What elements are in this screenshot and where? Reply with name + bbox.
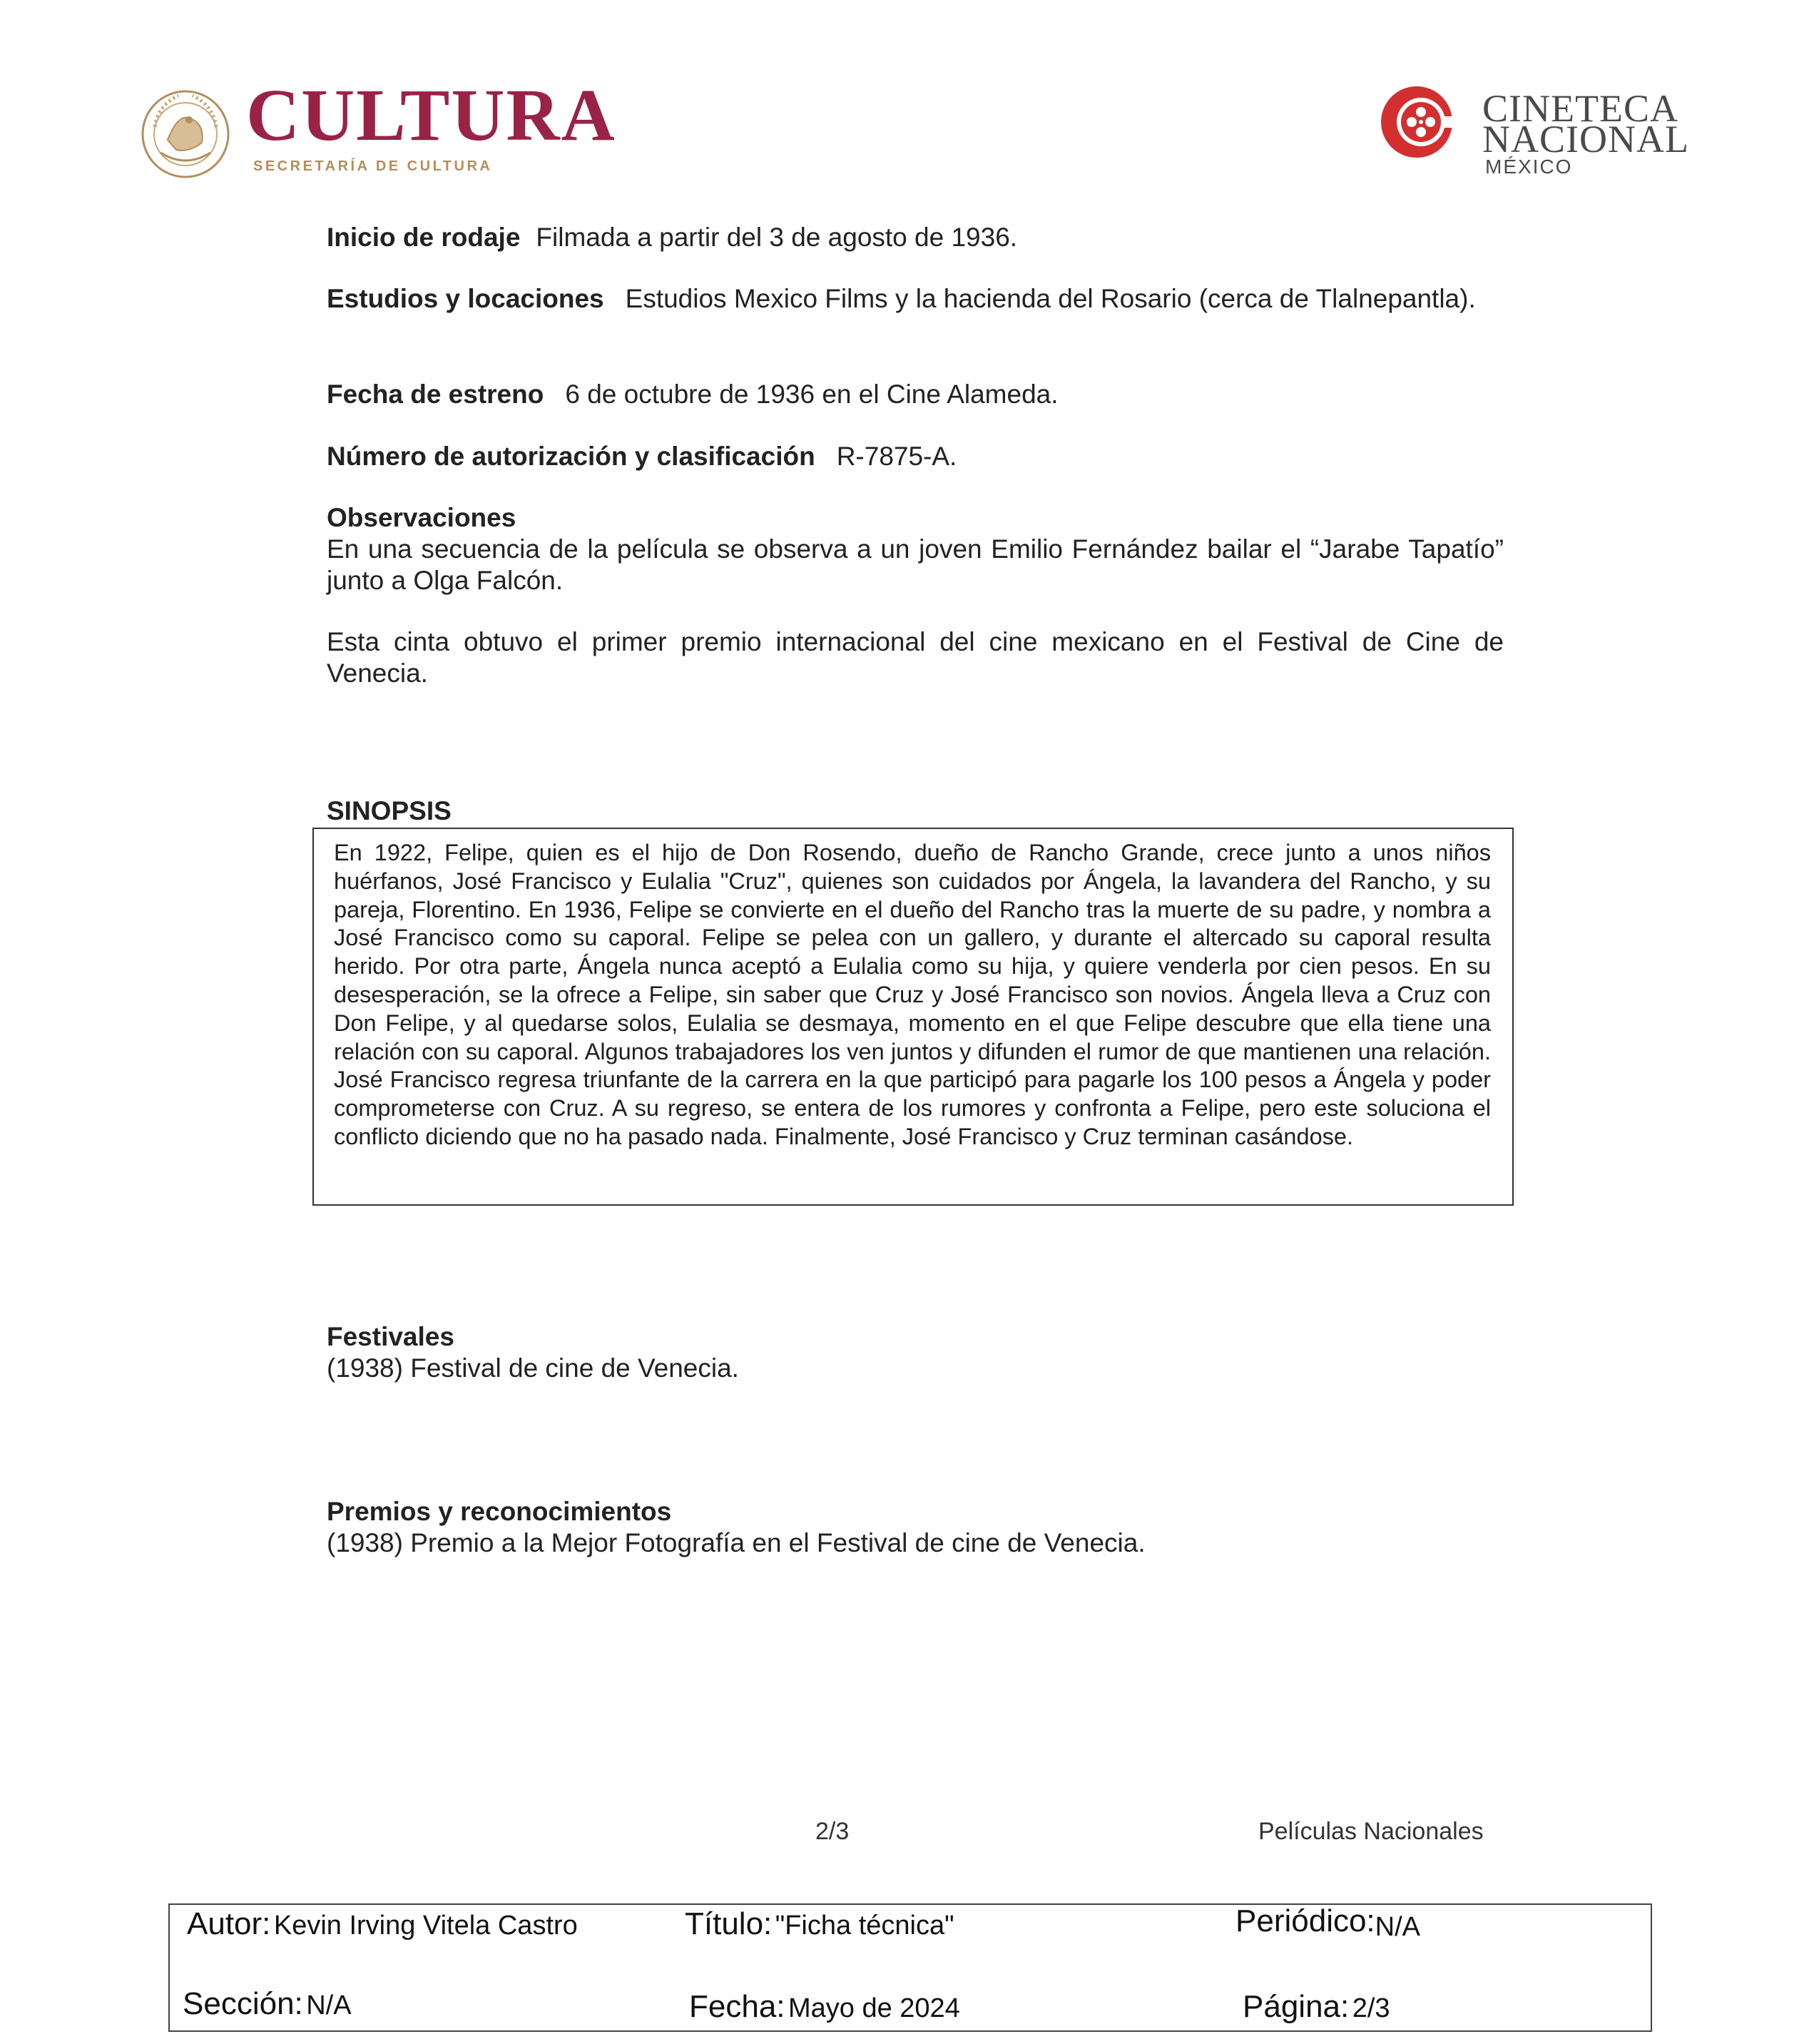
sinopsis-box — [312, 828, 1514, 1206]
credit-seccion — [183, 1986, 352, 2022]
credit-value: "Ficha técnica" — [775, 1911, 954, 1941]
credit-label: Título: — [685, 1906, 773, 1941]
field-autorizacion — [327, 441, 1504, 472]
sinopsis-text: En 1922, Felipe, quien es el hijo de Don Rosendo, dueño de Rancho Grande, crece junto a unos niños huérfanos, José Francisco y Eulalia "Cruz", quienes son cuidados por Ángela, la lavandera del Rancho, y su pareja, Florentino. En 1936, Felipe se convierte en el dueño del Rancho tras la muerte de su padre, y nombra a José Francisco como su caporal. Felipe se pelea con un gallero, y durante el altercado su caporal resulta herido. Por otra parte, Ángela nunca aceptó a Eulalia como su hija, y quiere venderla por cien pesos. En su desesperación, se la ofrece a Felipe, sin saber que Cruz y José Francisco son novios. Ángela lleva a Cruz con Don Felipe, y al quedarse solos, Eulalia se desmaya, momento en el que Felipe descubre que ella tiene una relación con su caporal. Algunos trabajadores los ven juntos y difunden el rumor de que mantienen una relación. José Francisco regresa triunfante de la carrera en la que participó para pagarle los 100 pesos a Ángela y poder comprometerse con Cruz. A su regreso, se entera de los rumores y confronta a Felipe, pero este soluciona el conflicto diciendo que no ha pasado nada. Finalmente, José Francisco y Cruz terminan casándose. — [334, 840, 1491, 1149]
field-label: Fecha de estreno — [327, 380, 544, 409]
credit-titulo — [685, 1906, 954, 1942]
field-label: Inicio de rodaje — [327, 223, 521, 252]
credit-label: Fecha: — [689, 1989, 785, 2024]
page-number: 2/3 — [815, 1818, 850, 1845]
festivales-heading: Festivales — [327, 1322, 454, 1351]
observaciones-paragraph-1: En una secuencia de la película se observa a un joven Emilio Fernández bailar el “Jarabe Tapatío” junto a Olga Falcón. — [327, 534, 1504, 595]
credit-label: Periódico: — [1235, 1903, 1375, 1938]
premios-heading: Premios y reconocimientos — [327, 1497, 672, 1526]
field-value: Filmada a partir del 3 de agosto de 1936. — [536, 223, 1018, 252]
credit-pagina — [1243, 1989, 1390, 2025]
credit-value: N/A — [1375, 1912, 1421, 1942]
credit-label: Página: — [1243, 1989, 1350, 2024]
cineteca-logo-line1: CINETECA — [1482, 87, 1678, 130]
observaciones-heading: Observaciones — [327, 503, 516, 532]
cineteca-logo-line2: NACIONAL — [1482, 118, 1689, 161]
field-value: Estudios Mexico Films y la hacienda del Rosario (cerca de Tlalnepantla). — [625, 284, 1476, 313]
credit-value: N/A — [306, 1990, 352, 2020]
cineteca-film-reel-icon — [1377, 82, 1457, 162]
credit-value: Mayo de 2024 — [788, 1993, 960, 2023]
credit-value: Kevin Irving Vitela Castro — [273, 1911, 578, 1941]
credit-label: Autor: — [187, 1906, 271, 1941]
field-label: Estudios y locaciones — [327, 284, 604, 313]
credit-autor — [187, 1906, 578, 1942]
sinopsis-heading: SINOPSIS — [327, 796, 452, 825]
credit-value: 2/3 — [1352, 1993, 1390, 2023]
field-estudios-locaciones — [327, 283, 1504, 315]
premios-value: (1938) Premio a la Mejor Fotografía en el Festival de cine de Venecia. — [327, 1528, 1146, 1557]
field-label: Número de autorización y clasificación — [327, 442, 815, 471]
credit-periodico — [1235, 1903, 1421, 1942]
field-value: R-7875-A. — [836, 442, 957, 471]
cineteca-logo-line3: MÉXICO — [1485, 156, 1573, 178]
field-fecha-estreno — [327, 379, 1504, 410]
cultura-logo-title: CULTURA — [246, 74, 616, 156]
page-section-name: Películas Nacionales — [1258, 1818, 1484, 1845]
credit-fecha — [689, 1989, 960, 2025]
field-value: 6 de octubre de 1936 en el Cine Alameda. — [565, 380, 1059, 409]
cultura-logo-subtitle: SECRETARÍA DE CULTURA — [253, 158, 493, 174]
observaciones-paragraph-2: Esta cinta obtuvo el primer premio internacional del cine mexicano en el Festival de Cine de Venecia. — [327, 627, 1504, 688]
field-inicio-rodaje — [327, 222, 1504, 253]
festivales-value: (1938) Festival de cine de Venecia. — [327, 1353, 739, 1383]
credit-label: Sección: — [183, 1986, 303, 2021]
mexico-seal-logo — [139, 84, 232, 184]
